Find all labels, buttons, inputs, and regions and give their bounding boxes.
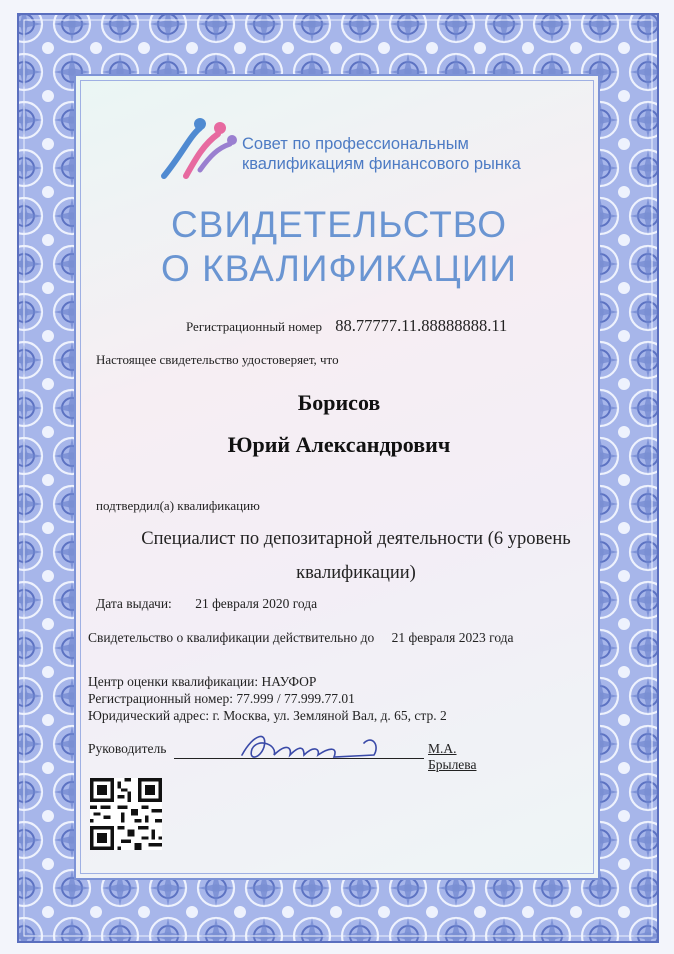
assessment-center-address: Юридический адрес: г. Москва, ул. Земляной Вал, д. 65, стр. 2: [88, 708, 447, 723]
head-label: Руководитель: [88, 741, 167, 756]
organization-name: [242, 134, 572, 174]
confirmed-text: подтвердил(а) квалификацию: [96, 498, 260, 513]
qualification-line2: квалификации): [296, 563, 416, 583]
registration-number: 88.77777.11.88888888.11: [335, 316, 508, 335]
title-line2: О КВАЛИФИКАЦИИ: [161, 248, 517, 289]
qualification-title: [136, 522, 576, 590]
issue-label: Дата выдачи:: [96, 596, 172, 611]
validity-date: 21 февраля 2023 года: [391, 630, 514, 645]
holder-name-patronymic: Юрий Александрович: [227, 432, 451, 457]
assessment-center-reg-number: Регистрационный номер: 77.999 / 77.999.77.01: [88, 691, 355, 706]
council-logo-icon: [160, 114, 238, 180]
issue-date: 21 февраля 2020 года: [195, 596, 318, 611]
certifies-text: Настоящее свидетельство удостоверяет, что: [96, 352, 339, 367]
certificate-title: [76, 203, 602, 291]
certificate-body: [74, 74, 600, 880]
title-line1: СВИДЕТЕЛЬСТВО: [170, 204, 508, 245]
head-name: М.А. Брылева: [428, 741, 477, 772]
assessment-center-info: [88, 673, 447, 724]
validity-label: Свидетельство о квалификации действительно до: [88, 630, 375, 645]
issue-date-row: [96, 596, 317, 612]
holder-surname: Борисов: [297, 390, 381, 415]
assessment-center-name: Центр оценки квалификации: НАУФОР: [88, 674, 317, 689]
validity-row: [88, 630, 514, 646]
organization-name-line1: Совет по профессиональным: [242, 135, 469, 153]
organization-name-line2: квалификациям финансового рынка: [242, 155, 521, 173]
head-signature-row: [88, 741, 508, 772]
registration-label: Регистрационный номер: [186, 319, 322, 334]
registration-row: [186, 316, 507, 336]
handwritten-signature: [234, 725, 384, 769]
qr-code-icon: [90, 778, 162, 850]
qualification-line1: Специалист по депозитарной деятельности (6 уровень: [141, 529, 571, 549]
